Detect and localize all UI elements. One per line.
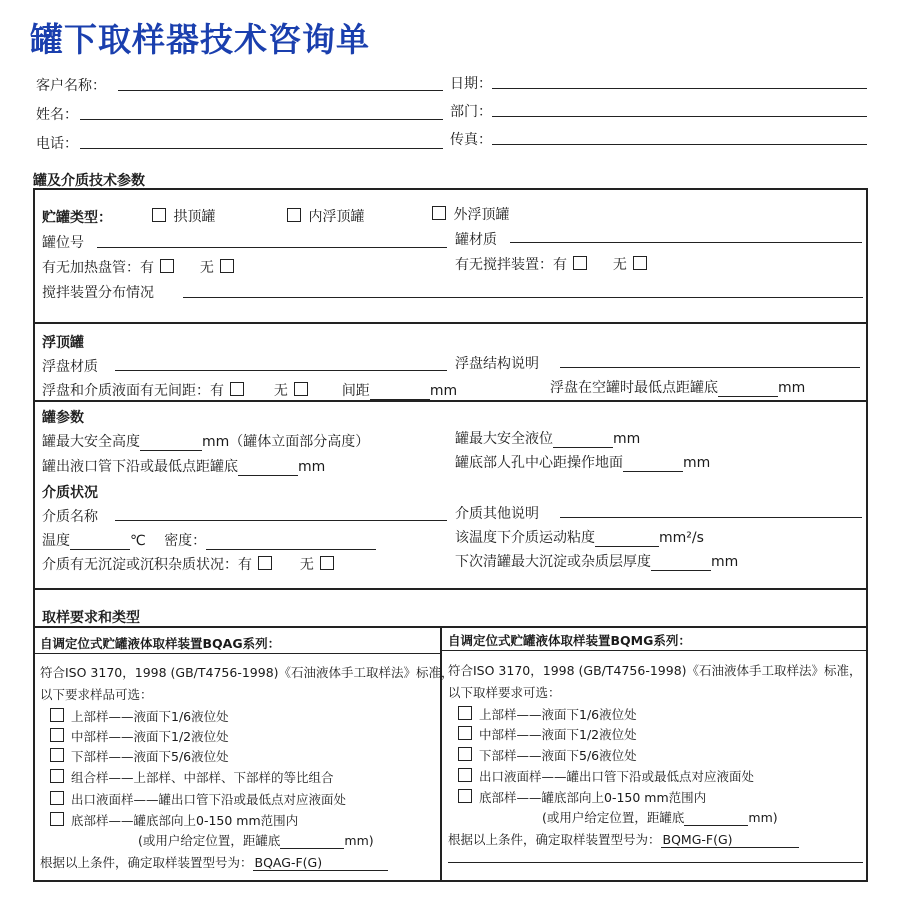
outlet-row [42,456,325,476]
option-label: 外浮顶罐 [453,207,510,223]
bqag-item[interactable] [48,727,229,745]
mm-note: mm（罐体立面部分高度） [202,434,370,450]
bqmg-standard: 符合ISO 3170，1998 (GB/T4756-1998)《石油液体手工取样法》标准， [448,663,862,678]
bqag-item[interactable] [48,811,298,829]
bqmg-item[interactable] [456,788,706,806]
stirring-row [455,254,650,274]
item-label: 组合样——上部样、中部样、下部样的等比组合 [70,770,334,785]
customer-label: 客户名称： [36,78,106,94]
bqag-standard: 符合ISO 3170，1998 (GB/T4756-1998)《石油液体手工取样法》标准， [40,665,454,680]
item-label: 上部样——液面下1/6液位处 [70,709,229,724]
checkbox[interactable] [50,728,64,742]
model-label: 根据以上条件，确定取样装置型号为： [448,832,661,847]
checkbox[interactable] [287,208,301,222]
item-label: 底部样——罐底部向上0-150 mm范围内 [70,813,299,828]
tank-material-label: 罐材质 [455,232,497,248]
checkbox[interactable] [50,769,64,783]
item-label: 底部样——罐底部向上0-150 mm范围内 [478,790,707,805]
bqmg-item[interactable] [456,725,637,743]
mm-unit: mm [683,455,711,471]
bqag-heading: 自调定位式贮罐液体取样装置BQAG系列： [40,636,281,651]
type-option-1[interactable] [150,206,215,226]
divider [33,588,868,590]
heating-yes-checkbox[interactable] [160,259,174,273]
mm-unit: mm [429,383,458,399]
bqmg-note [542,808,778,826]
viscosity-label: 该温度下介质运动粘度 [455,530,595,546]
divider [35,653,440,654]
fax-label: 传真： [450,132,492,148]
bqag-optional: 以下要求样品可选： [40,687,153,702]
section-title: 罐及介质技术参数 [33,173,145,189]
sediment-label: 介质有无沉淀或沉积杂质状况：有 [42,557,252,573]
temp-label: 温度 [42,533,70,549]
fax-field[interactable] [492,144,867,145]
bqag-distance-field[interactable] [280,834,344,849]
checkbox[interactable] [458,747,472,761]
max-level-row [455,428,640,448]
viscosity-field[interactable] [595,532,659,547]
temp-field[interactable] [70,535,130,550]
gap-yes-checkbox[interactable] [230,382,244,396]
bqmg-model-value[interactable]: BQMG-F(G) [661,832,799,848]
outlet-field[interactable] [238,461,298,476]
model-label: 根据以上条件，确定取样装置型号为： [40,855,253,870]
tank-material-field[interactable] [510,242,862,243]
float-material-field[interactable] [115,370,447,371]
no-label: 无 [199,260,214,276]
gap-no-checkbox[interactable] [294,382,308,396]
bqag-item[interactable] [48,707,229,725]
checkbox[interactable] [432,206,446,220]
stirring-label: 有无搅拌装置：有 [455,257,567,273]
heating-label: 有无加热盘管：有 [42,260,154,276]
stirring-yes-checkbox[interactable] [573,256,587,270]
max-height-field[interactable] [140,436,202,451]
bqmg-distance-field[interactable] [684,811,748,826]
bqmg-item[interactable] [456,767,754,785]
mm-unit: mm [778,380,806,396]
gap-label: 浮盘和介质液面有无间距：有 [42,383,224,399]
float-structure-label: 浮盘结构说明 [455,356,539,372]
thickness-label: 下次清罐最大沉淀或杂质层厚度 [455,554,651,570]
type-option-3[interactable] [430,204,509,224]
divider [33,322,868,324]
sediment-no-checkbox[interactable] [320,556,334,570]
thickness-row [455,551,738,571]
dept-label: 部门： [450,104,492,120]
stirring-dist-field[interactable] [183,297,863,298]
manhole-label: 罐底部人孔中心距操作地面 [455,455,623,471]
name-label: 姓名： [36,107,78,123]
bqag-item[interactable] [48,790,346,808]
tank-no-field[interactable] [97,247,447,248]
sediment-yes-checkbox[interactable] [258,556,272,570]
max-height-row [42,431,369,451]
tank-no-label: 罐位号 [42,235,84,251]
phone-field[interactable] [80,148,443,149]
date-field[interactable] [492,88,867,89]
date-label: 日期： [450,76,492,92]
lowest-label: 浮盘在空罐时最低点距罐底 [550,380,718,396]
bqmg-model-row [448,830,799,848]
customer-field[interactable] [118,90,443,91]
note-label: (或用户给定位置，距罐底 [138,833,281,848]
lowest-row [550,377,805,397]
checkbox[interactable] [152,208,166,222]
checkbox[interactable] [458,768,472,782]
item-label: 下部样——液面下5/6液位处 [70,749,229,764]
floating-title: 浮顶罐 [42,335,84,351]
mm-unit: mm) [748,810,778,825]
bqag-note [138,831,374,849]
checkbox[interactable] [458,706,472,720]
max-level-field[interactable] [553,433,613,448]
celsius-unit: ℃ [130,533,146,549]
bqag-model-value[interactable]: BQAG-F(G) [253,855,389,871]
max-level-label: 罐最大安全液位 [455,431,553,447]
divider [33,626,868,628]
float-structure-field[interactable] [560,367,860,368]
no-label: 无 [299,557,314,573]
name-field[interactable] [80,119,443,120]
checkbox[interactable] [458,726,472,740]
medium-name-label: 介质名称 [42,509,98,525]
params-title: 罐参数 [42,410,84,426]
divider [33,400,868,402]
manhole-row [455,452,710,472]
item-label: 出口液面样——罐出口管下沿或最低点对应液面处 [478,769,754,784]
density-field[interactable] [206,535,376,550]
medium-name-field[interactable] [115,520,447,521]
option-label: 拱顶罐 [173,209,216,225]
tank-type-label: 贮罐类型： [42,210,112,226]
no-label: 无 [612,257,627,273]
item-label: 下部样——液面下5/6液位处 [478,748,637,763]
item-label: 上部样——液面下1/6液位处 [478,707,637,722]
mm-unit: mm [711,554,739,570]
bqag-item[interactable] [48,768,334,786]
sediment-row [42,554,337,574]
lowest-field[interactable] [718,382,778,397]
checkbox[interactable] [50,791,64,805]
mm-unit: mm) [344,833,374,848]
type-option-2[interactable] [285,206,364,226]
thickness-field[interactable] [651,556,711,571]
gap-row [42,380,457,400]
item-label: 出口液面样——罐出口管下沿或最低点对应液面处 [70,792,346,807]
bqag-model-row [40,853,388,871]
heating-no-checkbox[interactable] [220,259,234,273]
bqmg-heading: 自调定位式贮罐液体取样装置BQMG系列： [448,633,691,648]
mm-unit: mm [298,459,326,475]
viscosity-unit: mm²/s [659,530,704,546]
stirring-dist-label: 搅拌装置分布情况 [42,285,154,301]
page-title: 罐下取样器技术咨询单 [30,20,370,59]
dept-field[interactable] [492,116,867,117]
bqmg-item[interactable] [456,746,637,764]
density-label: 密度： [164,533,207,549]
divider [442,650,866,651]
checkbox[interactable] [50,812,64,826]
checkbox[interactable] [50,748,64,762]
float-material-label: 浮盘材质 [42,359,98,375]
bqmg-optional: 以下取样要求可选： [448,685,561,700]
sampling-title: 取样要求和类型 [42,610,140,626]
item-label: 中部样——液面下1/2液位处 [478,727,637,742]
medium-other-field[interactable] [560,517,862,518]
phone-label: 电话： [36,136,78,152]
medium-other-label: 介质其他说明 [455,506,539,522]
max-height-label: 罐最大安全高度 [42,434,140,450]
checkbox[interactable] [458,789,472,803]
viscosity-row [455,527,704,547]
option-label: 内浮顶罐 [308,209,365,225]
checkbox[interactable] [50,708,64,722]
tank-type-row [42,207,112,227]
bqag-item[interactable] [48,747,229,765]
bqmg-item[interactable] [456,705,637,723]
temp-row [42,530,376,550]
medium-title: 介质状况 [42,485,98,501]
note-label: (或用户给定位置，距罐底 [542,810,685,825]
item-label: 中部样——液面下1/2液位处 [70,729,229,744]
heating-row [42,257,237,277]
outlet-label: 罐出液口管下沿或最低点距罐底 [42,459,238,475]
no-label: 无 [273,383,288,399]
spacing-field[interactable] [370,385,430,400]
manhole-field[interactable] [623,457,683,472]
mm-unit: mm [613,431,641,447]
spacing-label: 间距 [341,383,370,399]
stirring-no-checkbox[interactable] [633,256,647,270]
divider [448,862,863,863]
